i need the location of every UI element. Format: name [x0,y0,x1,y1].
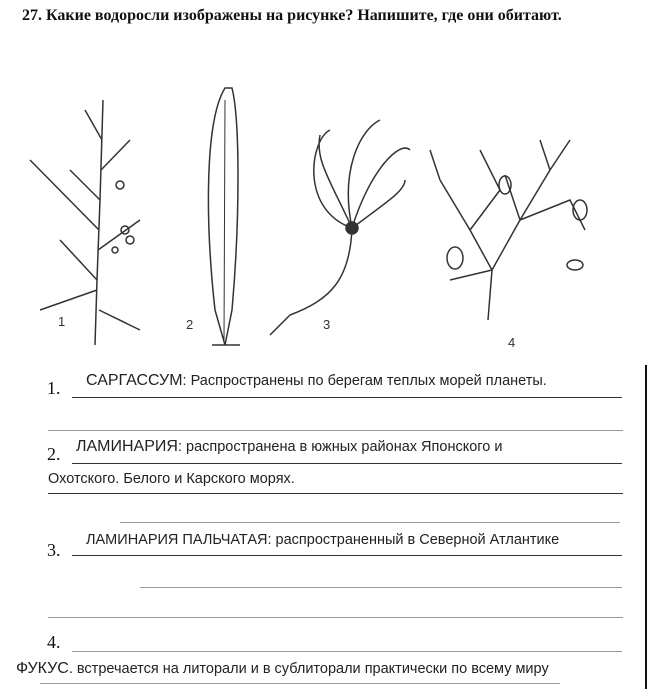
laminaria-drawing [208,88,240,345]
answer-line [48,617,623,618]
answer-1-number: 1. [47,378,61,398]
fucus-drawing [430,140,587,320]
answer-line [72,651,622,652]
answer-line [72,555,622,556]
figure-label-1: 1 [58,314,66,329]
answer-4-number: 4. [47,632,61,652]
answer-line [48,430,623,431]
answer-4-name: ФУКУС [16,660,69,677]
answer-1-text: : Распространены по берегам теплых морей планеты. [182,373,547,389]
answer-line [40,683,560,684]
answer-line [140,587,622,588]
answer-line [120,522,620,523]
answer-2-text: : распространена в южных районах Японского и [177,439,503,455]
answer-3-name: ЛАМИНАРИЯ ПАЛЬЧАТАЯ [86,532,268,548]
figure-label-2: 2 [186,317,194,332]
answer-2 [76,438,502,456]
answer-4 [16,660,549,678]
figure-label-4: 4 [508,335,516,350]
answer-3-text: : распространенный в Северной Атлантике [267,532,560,548]
answer-2-number: 2. [47,444,61,464]
question-title [22,6,622,25]
laminaria-digitata-drawing [270,120,410,335]
question-text: Какие водоросли изображены на рисунке? Напишите, где они обитают. [46,7,562,24]
answer-2-name: ЛАМИНАРИЯ [76,438,178,455]
figure-label-3: 3 [323,317,331,332]
answer-line [72,397,622,398]
answer-2-continuation: Охотского. Белого и Карского морях. [48,471,295,487]
answer-line [72,463,622,464]
answer-1-name: САРГАССУМ [86,372,183,389]
answer-3-number: 3. [47,540,61,560]
answer-3 [86,532,559,548]
margin-line [645,365,647,689]
answer-4-text: . встречается на литорали и в сублиторали практически по всему миру [68,661,549,677]
answer-1 [86,372,547,390]
answer-line [48,493,623,494]
sargassum-drawing [30,100,140,345]
question-number: 27. [22,7,42,24]
